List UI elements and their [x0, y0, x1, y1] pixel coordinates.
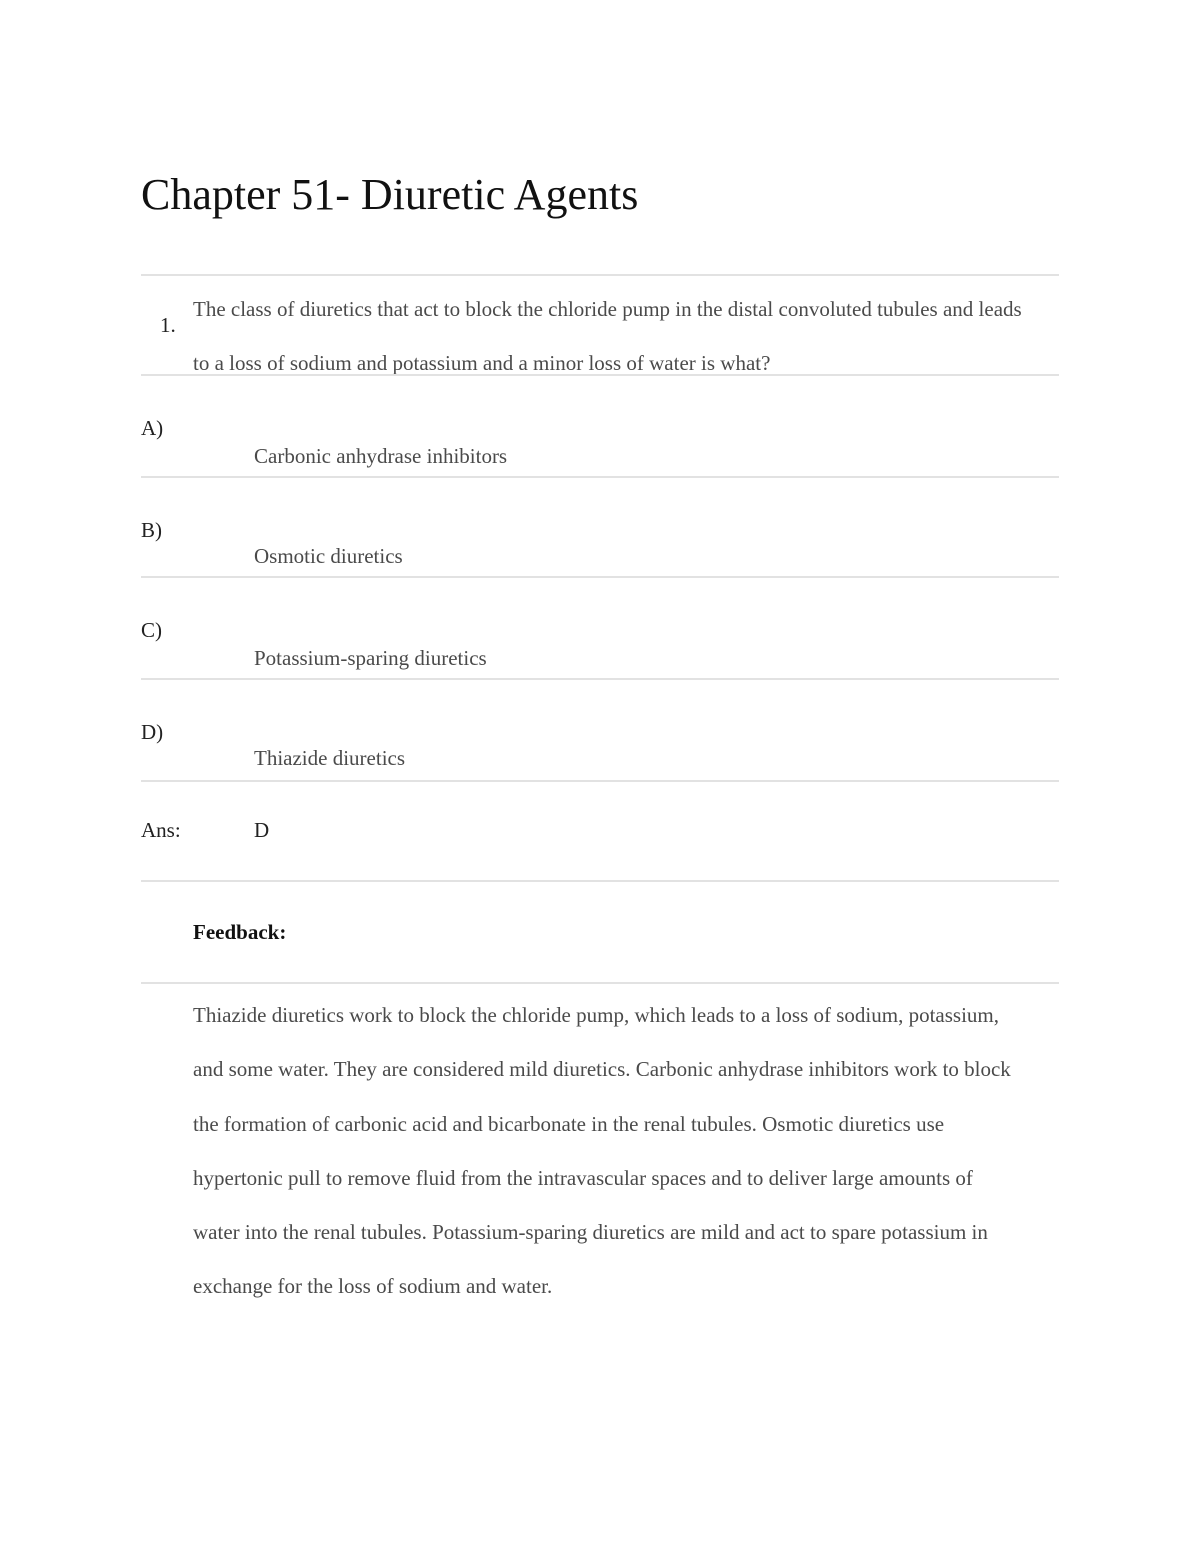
- feedback-text: Thiazide diuretics work to block the chloride pump, which leads to a loss of sodium, potassium, and some water. They are considered mild diuretics. Carbonic anhydrase inhibitors work to block the formation of carbonic acid and bicarbonate in the renal tubules. Osmotic diuretics use hypertonic pull to remove fluid from the intravascular spaces and to deliver large amounts of water into the renal tubules. Potassium-sparing diuretics are mild and act to spare potassium in exchange for the loss of sodium and water.: [193, 1003, 1011, 1299]
- divider: [141, 374, 1059, 376]
- question-number: 1.: [160, 313, 176, 337]
- option-b-letter: B): [141, 518, 162, 542]
- divider: [141, 476, 1059, 478]
- option-d-text: Thiazide diuretics: [254, 746, 406, 770]
- divider: [141, 274, 1059, 276]
- option-a-text: Carbonic anhydrase inhibitors: [254, 444, 508, 468]
- answer-value: D: [254, 818, 270, 842]
- option-a-letter: A): [141, 416, 164, 440]
- option-c-text: Potassium-sparing diuretics: [254, 646, 487, 670]
- page-title: Chapter 51- Diuretic Agents: [141, 170, 639, 220]
- answer-label: Ans:: [141, 818, 181, 842]
- option-b-text: Osmotic diuretics: [254, 544, 403, 568]
- divider: [141, 678, 1059, 680]
- divider: [141, 880, 1059, 882]
- divider: [141, 576, 1059, 578]
- option-c-letter: C): [141, 618, 162, 642]
- divider: [141, 780, 1059, 782]
- feedback-label: Feedback:: [193, 920, 287, 944]
- option-d-letter: D): [141, 720, 164, 744]
- divider: [141, 982, 1059, 984]
- question-text: The class of diuretics that act to block the chloride pump in the distal convoluted tubules and leads to a loss of sodium and potassium and a minor loss of water is what?: [193, 297, 1022, 375]
